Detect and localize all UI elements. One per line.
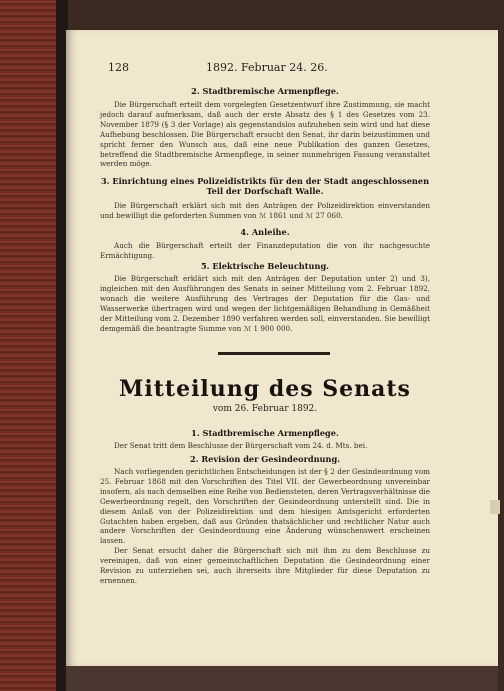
- m1-body: [100, 441, 430, 451]
- section-5-body: [100, 274, 430, 333]
- header-date: 1892. Februar 24. 26.: [206, 61, 328, 74]
- section-3-heading: 3. Einrichtung eines Polizeidistrikts für den der Stadt angeschlossenen Teil der Dorfschaft Walle.: [100, 176, 430, 196]
- m2-paragraph-2: Der Senat ersucht daher die Bürgerschaft sich mit ihm zu dem Beschlusse zu vereinigen, daß von einer gemeinschaftlichen Deputation die Gesindeordnung einer Revision zu unterziehen sei, auch ihrerseits ihre Mitglieder für diese Deputation zu ernennen.: [100, 546, 430, 585]
- section-3-paragraph: Die Bürgerschaft erklärt sich mit den Anträgen der Polizeidirektion einverstanden und bewilligt die geforderten Summen von ℳ 1861 und ℳ 27 060.: [100, 201, 430, 220]
- m1-heading: 1. Stadtbremische Armenpflege.: [191, 428, 339, 438]
- section-4-body: [100, 241, 430, 261]
- book-edge: [0, 0, 64, 691]
- page-number: 128: [108, 61, 129, 74]
- section-4-paragraph: Auch die Bürgerschaft erteilt der Finanzdeputation die von ihr nachgesuchte Ermächtigung.: [100, 241, 430, 260]
- mitteilung-date: vom 26. Februar 1892.: [212, 404, 318, 414]
- m2-paragraph-1: Nach vorliegenden gerichtlichen Entscheidungen ist der § 2 der Gesindeordnung vom 25. Februar 1868 mit den Vorschriften des Titel VII. der Gewerbeordnung unvereinbar insofern, als nach demselben eine Reihe von Bediensteten, deren Vertragsverhältnisse die Gewerbeordnung regelt, den Vorschriften der Gesindeordnung unterstellt sind. Die in diesem Anlaß von der Polizeidirektion und dem hiesigen Amtsgericht erforderten Gutachten haben ergeben, daß aus Gründen thatsächlicher und rechtlicher Natur auch andere Vorschriften der Gesindeordnung eine Änderung wünschenswert erscheinen lassen.: [100, 467, 430, 546]
- section-2-body: [100, 100, 430, 169]
- section-5-paragraph: Die Bürgerschaft erklärt sich mit den Anträgen der Deputation unter 2) und 3), ingleichen mit den Ausführungen des Senats in seiner Mitteilung vom 2. Februar 1892, wonach die weitere Ausführung des Vertrages der Deputation für die Gas- und Wasserwerke übertragen wird und wegen der lichtgemäßigen Behandlung in Gemäßheit der Mitteilung vom 2. Dezember 1890 verfahren werden soll, einverstanden. Sie bewilligt demgemäß die beantragte Summe von ℳ 1 900 000.: [100, 274, 430, 333]
- running-header: [0, 61, 432, 75]
- section-2-heading: 2. Stadtbremische Armenpflege.: [191, 86, 339, 96]
- section-3-body: [100, 201, 430, 221]
- m2-body: [100, 467, 430, 586]
- section-2-paragraph: Die Bürgerschaft erteilt dem vorgelegten Gesetzentwurf ihre Zustimmung, sie macht jedoch darauf aufmerksam, daß auch der erste Absatz des § 1 des Gesetzes vom 23. November 1879 (§ 3 der Vorlage) als gegenstandslos aufzuheben sein wird und hat diese Aufhebung beschlossen. Die Bürgerschaft ersucht den Senat, ihr darin beizustimmen und spricht ferner den Wunsch aus, daß eine neue Publikation des ganzen Gesetzes, betreffend die Stadtbremische Armenpflege, in seiner nunmehrigen Fassung veranstaltet werden möge.: [100, 100, 430, 169]
- page-tab: [490, 500, 500, 514]
- divider-rule: [218, 352, 330, 355]
- section-4-heading: 4. Anleihe.: [240, 227, 290, 237]
- page-bottom-shadow: [66, 666, 498, 691]
- section-5-heading: 5. Elektrische Beleuchtung.: [200, 261, 330, 271]
- m1-paragraph: Der Senat tritt dem Beschlusse der Bürgerschaft vom 24. d. Mts. bei.: [114, 441, 368, 450]
- m2-heading: 2. Revision der Gesindeordnung.: [189, 454, 341, 464]
- mitteilung-title: Mitteilung des Senats: [119, 376, 411, 402]
